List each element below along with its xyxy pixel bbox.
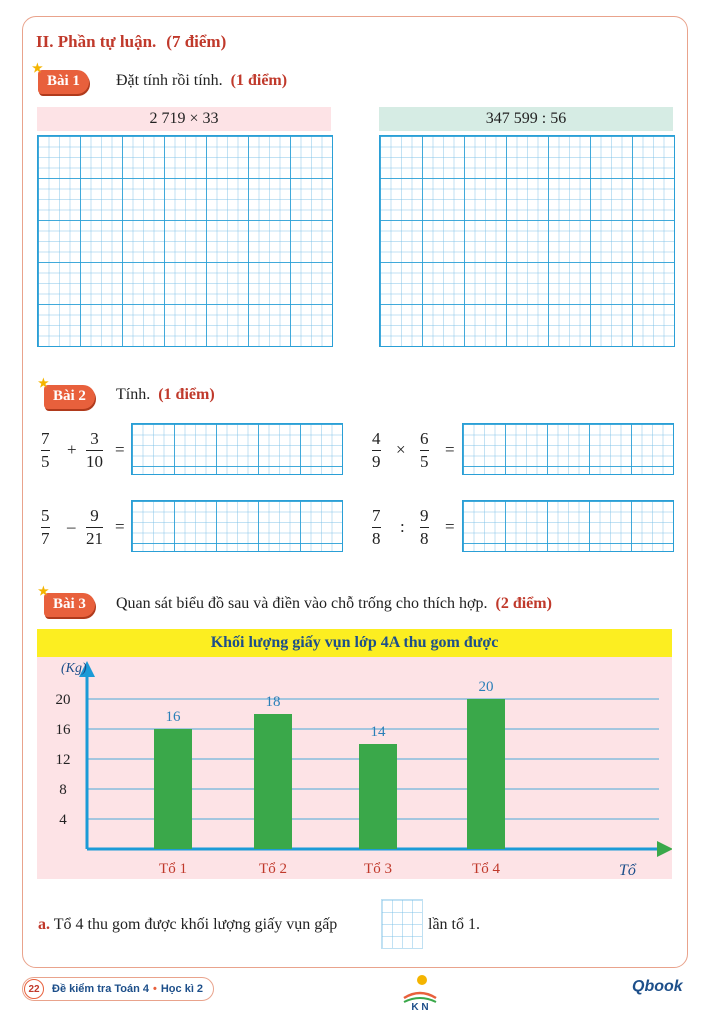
denominator: 8 (372, 529, 381, 548)
publisher-logo-icon (398, 972, 442, 1012)
bai3-badge-label: Bài 3 (53, 596, 86, 612)
section-title-text: II. Phần tự luận. (36, 32, 157, 51)
star-icon: ★ (38, 584, 49, 598)
calc-header-divide: 347 599 : 56 (379, 107, 673, 131)
y-axis-label: (Kg) (61, 661, 87, 676)
fraction (420, 429, 429, 472)
bai3-text: Quan sát biểu đồ sau và điền vào chỗ trống cho thích hợp. (116, 595, 488, 612)
fraction (86, 506, 103, 549)
bai3-instruction (116, 595, 552, 613)
x-axis-arrow-icon (657, 841, 672, 857)
bai1-badge-label: Bài 1 (47, 73, 80, 89)
data-label: 20 (478, 679, 494, 695)
fraction (420, 506, 429, 549)
operator: + (67, 440, 77, 459)
equals-sign: = (115, 440, 125, 459)
calc-header-multiply: 2 719 × 33 (37, 107, 331, 131)
bar (254, 714, 292, 849)
data-label: 14 (370, 724, 386, 740)
bai1-badge (32, 61, 89, 94)
numerator: 7 (41, 429, 50, 448)
section-title (36, 32, 226, 52)
numerator: 6 (420, 429, 429, 448)
y-tick-label: 12 (55, 752, 71, 768)
operator: – (67, 517, 76, 536)
y-tick-label: 20 (55, 692, 71, 708)
question-a-tail: lần tổ 1. (428, 916, 480, 933)
equals-sign: = (445, 440, 455, 459)
denominator: 5 (420, 452, 429, 471)
fraction (41, 429, 50, 472)
y-tick-label: 8 (59, 782, 67, 798)
answer-grid-2[interactable] (462, 423, 674, 475)
operator: : (400, 517, 405, 536)
data-label: 16 (165, 709, 181, 725)
denominator: 9 (372, 452, 381, 471)
numerator: 3 (90, 429, 99, 448)
bai3-points: (2 điểm) (495, 595, 552, 612)
bai1-text: Đặt tính rồi tính. (116, 72, 223, 89)
denominator: 7 (41, 529, 50, 548)
bai2-instruction (116, 386, 215, 404)
numerator: 4 (372, 429, 381, 448)
footer-bullet: • (153, 983, 157, 995)
fraction (372, 506, 381, 549)
bar-chart (37, 629, 672, 879)
x-axis-label: Tổ (619, 862, 636, 879)
bai2-points: (1 điểm) (158, 386, 215, 403)
data-label: 18 (265, 694, 281, 710)
x-tick-label: Tổ 3 (364, 861, 392, 877)
operator: × (396, 440, 406, 459)
numerator: 5 (41, 506, 50, 525)
numerator: 9 (420, 506, 429, 525)
y-tick-label: 4 (59, 812, 67, 828)
star-icon: ★ (32, 61, 43, 75)
fraction (41, 506, 50, 549)
answer-grid-1[interactable] (131, 423, 343, 475)
question-a-label: a. (38, 916, 50, 933)
numerator: 9 (90, 506, 99, 525)
bar (359, 744, 397, 849)
answer-grid-3[interactable] (131, 500, 343, 552)
calc-grid-divide[interactable] (379, 135, 675, 347)
bai2-text: Tính. (116, 386, 151, 403)
star-icon: ★ (38, 376, 49, 390)
question-a-text: Tổ 4 thu gom được khối lượng giấy vụn gấp (53, 916, 338, 933)
x-tick-label: Tổ 4 (472, 861, 500, 877)
brand-logo: Qbook (632, 978, 683, 995)
logo-letters: K N (411, 1002, 429, 1012)
bai1-points: (1 điểm) (230, 72, 288, 89)
chart-plot (37, 657, 672, 879)
answer-grid-4[interactable] (462, 500, 674, 552)
x-tick-label: Tổ 2 (259, 861, 287, 877)
bar (467, 699, 505, 849)
bai2-badge-label: Bài 2 (53, 388, 86, 404)
calc-grid-multiply[interactable] (37, 135, 333, 347)
bai3-badge (38, 584, 95, 617)
numerator: 7 (372, 506, 381, 525)
chart-title: Khối lượng giấy vụn lớp 4A thu gom được (37, 629, 672, 657)
x-tick-label: Tổ 1 (159, 861, 187, 877)
denominator: 8 (420, 529, 429, 548)
page-number: 22 (24, 979, 44, 999)
bar (154, 729, 192, 849)
y-tick-label: 16 (55, 722, 71, 738)
question-a (38, 916, 337, 934)
footer (22, 977, 214, 1001)
bai1-instruction (116, 72, 287, 90)
section-points: (7 điểm) (166, 32, 227, 51)
fraction (372, 429, 381, 472)
denominator: 10 (86, 452, 103, 471)
equals-sign: = (445, 517, 455, 536)
fraction (86, 429, 103, 472)
bai2-badge (38, 376, 95, 409)
equals-sign: = (115, 517, 125, 536)
answer-box[interactable] (381, 899, 423, 949)
denominator: 5 (41, 452, 50, 471)
book-term: Học kì 2 (160, 983, 204, 995)
book-title: Đề kiểm tra Toán 4 (52, 983, 149, 995)
denominator: 21 (86, 529, 103, 548)
